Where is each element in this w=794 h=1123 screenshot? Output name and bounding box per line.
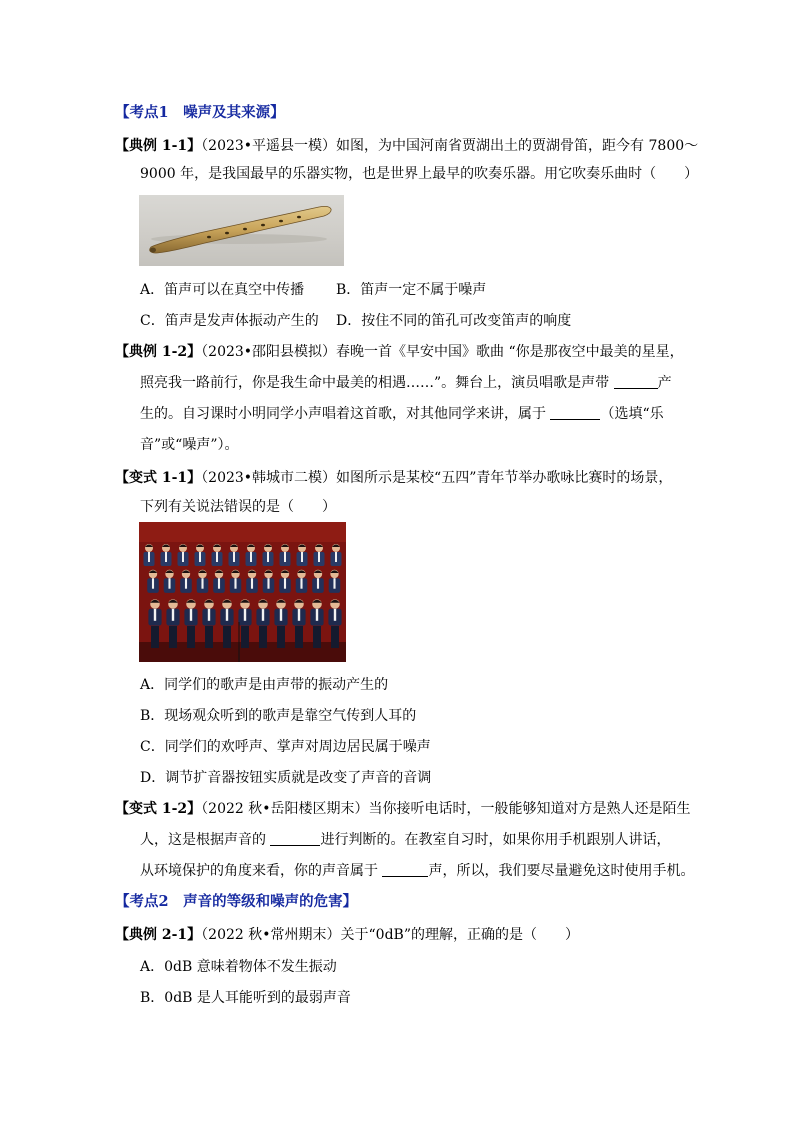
choir-member-collar	[298, 609, 300, 621]
choir-member-collar	[218, 578, 220, 589]
question-1-2-line-3	[140, 404, 664, 424]
choir-member-collar	[333, 578, 335, 589]
choir-member-collar	[154, 609, 156, 621]
choir-member-collar	[244, 609, 246, 621]
choir-member-collar	[233, 552, 235, 562]
choir-member-collar	[267, 578, 269, 589]
choir-member-collar	[199, 552, 201, 562]
choir-member-collar	[316, 609, 318, 621]
question-1-1-option-b: B．笛声一定不属于噪声	[336, 282, 487, 298]
choir-member-legs	[241, 626, 249, 648]
answer-blank	[382, 862, 428, 877]
question-1-1-option-d: D．按住不同的笛孔可改变笛声的响度	[336, 313, 572, 329]
choir-member-collar	[318, 552, 320, 562]
question-1-2-line-4: 音”或“噪声”）。	[140, 437, 239, 453]
question-2-1-option-a: A．0dB 意味着物体不发生振动	[140, 959, 337, 975]
choir-member-collar	[168, 578, 170, 589]
choir-member-collar	[251, 578, 253, 589]
choir-member-collar	[148, 552, 150, 562]
variant-1-2-line-3	[140, 861, 694, 881]
choir-member-legs	[187, 626, 195, 648]
choir-member-collar	[317, 578, 319, 589]
choir-member-collar	[301, 552, 303, 562]
choir-member-legs	[313, 626, 321, 648]
question-text: （2023•邵阳县模拟）春晚一首《早安中国》歌曲 “你是那夜空中最美的星星，	[201, 344, 684, 360]
choir-member-legs	[169, 626, 177, 648]
choir-member-legs	[259, 626, 267, 648]
question-tag: 【变式 1-1】	[115, 470, 202, 486]
choir-member-legs	[277, 626, 285, 648]
question-1-2-line-1	[115, 342, 684, 362]
question-text: 生的。自习课时小明同学小声唱着这首歌，对其他同学来讲，属于	[140, 406, 551, 422]
question-2-1-option-b: B．0dB 是人耳能听到的最弱声音	[140, 990, 351, 1006]
variant-1-1-option-c: C．同学们的欢呼声、掌声对周边居民属于噪声	[140, 739, 431, 755]
choir-member-collar	[216, 552, 218, 562]
choir-member-collar	[208, 609, 210, 621]
answer-blank	[614, 374, 658, 389]
question-1-1-option-c: C．笛声是发声体振动产生的	[140, 313, 319, 329]
question-1-2-line-2	[140, 373, 672, 393]
choir-member-collar	[182, 552, 184, 562]
choir-member-legs	[223, 626, 231, 648]
choir-member-collar	[250, 552, 252, 562]
choir-member-collar	[172, 609, 174, 621]
variant-1-2-line-1	[115, 799, 691, 819]
question-2-1-line-1	[115, 925, 579, 945]
bone-flute-image	[139, 195, 344, 266]
question-text: 进行判断的。在教室自习时，如果你用手机跟别人讲话，	[320, 832, 671, 848]
variant-1-1-line-2: 下列有关说法错误的是（ ）	[140, 499, 336, 515]
choir-member-collar	[226, 609, 228, 621]
variant-1-1-option-a: A．同学们的歌声是由声带的振动产生的	[140, 677, 389, 693]
answer-blank	[550, 405, 600, 420]
answer-blank	[270, 831, 320, 846]
choir-member-collar	[284, 578, 286, 589]
choir-member-collar	[300, 578, 302, 589]
choir-member-collar	[262, 609, 264, 621]
section-heading-2: 【考点2 声音的等级和噪声的危害】	[115, 893, 358, 910]
choir-member-collar	[234, 578, 236, 589]
section-heading-1: 【考点1 噪声及其来源】	[115, 104, 285, 121]
choir-member-collar	[152, 578, 154, 589]
choir-member-legs	[205, 626, 213, 648]
choir-member-collar	[190, 609, 192, 621]
choir-member-collar	[334, 609, 336, 621]
question-tag: 【变式 1-2】	[115, 801, 202, 817]
choir-member-collar	[335, 552, 337, 562]
choir-member-collar	[284, 552, 286, 562]
question-tag: 【典例 2-1】	[115, 927, 202, 943]
choir-member-collar	[280, 609, 282, 621]
question-1-1-line-1	[115, 136, 698, 156]
choir-photo	[139, 522, 346, 662]
question-tag: 【典例 1-1】	[115, 138, 202, 154]
question-1-1-option-a: A．笛声可以在真空中传播	[140, 282, 305, 298]
choir-member-legs	[295, 626, 303, 648]
variant-1-1-line-1	[115, 468, 672, 488]
question-text: （选填“乐	[600, 406, 664, 422]
variant-1-1-option-d: D．调节扩音器按钮实质就是改变了声音的音调	[140, 770, 432, 786]
question-text: 声，所以，我们要尽量避免这时使用手机。	[428, 863, 695, 879]
question-1-1-line-2: 9000 年，是我国最早的乐器实物，也是世界上最早的吹奏乐器。用它吹奏乐曲时（ ）	[140, 166, 699, 182]
choir-member-collar	[165, 552, 167, 562]
choir-member-collar	[267, 552, 269, 562]
variant-1-1-option-b: B．现场观众听到的歌声是靠空气传到人耳的	[140, 708, 417, 724]
question-text: 人，这是根据声音的	[140, 832, 271, 848]
question-text: （2022 秋•常州期末）关于“0dB”的理解，正确的是（ ）	[201, 927, 579, 943]
choir-member-legs	[151, 626, 159, 648]
question-text: （2023•韩城市二模）如图所示是某校“五四”青年节举办歌咏比赛时的场景，	[201, 470, 673, 486]
question-text: 从环境保护的角度来看，你的声音属于	[140, 863, 383, 879]
question-text: （2023•平遥县一模）如图，为中国河南省贾湖出土的贾湖骨笛，距今有 7800～	[201, 138, 699, 154]
question-tag: 【典例 1-2】	[115, 344, 202, 360]
question-text: 产	[657, 375, 672, 391]
choir-member-collar	[185, 578, 187, 589]
bone-flute-illustration	[139, 195, 344, 266]
choir-member-legs	[331, 626, 339, 648]
choir-illustration	[139, 522, 346, 662]
variant-1-2-line-2	[140, 830, 670, 850]
question-text: 照亮我一路前行，你是我生命中最美的相遇……”。舞台上，演员唱歌是声带	[140, 375, 614, 391]
question-text: （2022 秋•岳阳楼区期末）当你接听电话时，一般能够知道对方是熟人还是陌生	[201, 801, 691, 817]
choir-member-collar	[201, 578, 203, 589]
